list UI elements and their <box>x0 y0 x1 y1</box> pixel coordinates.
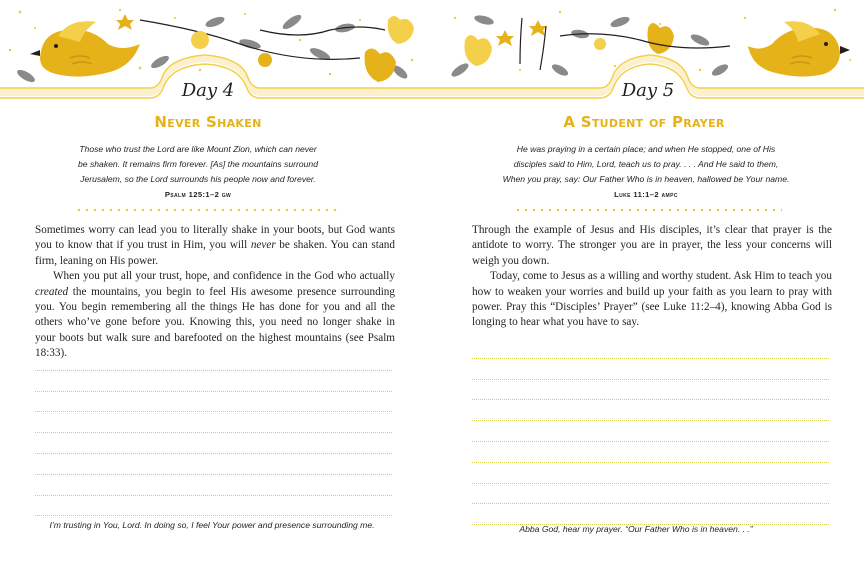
writing-line[interactable] <box>472 421 829 442</box>
text-run: Sometimes worry can lead you to literally shake in your boots, but God wants you to know that if you trust in Him, you will <box>35 224 395 252</box>
paragraph <box>35 269 395 361</box>
writing-line[interactable] <box>472 442 829 463</box>
day-label: Day 4 <box>181 80 235 101</box>
writing-line[interactable] <box>35 454 392 475</box>
writing-line[interactable] <box>35 433 392 454</box>
verse-line: He was praying in a certain place; and when He stopped, one of His <box>516 144 776 154</box>
closing-prayer: I’m trusting in You, Lord. In doing so, I feel Your power and presence surrounding me. <box>49 520 375 530</box>
verse-line: be shaken. It remains firm forever. [As] the mountains surround <box>78 159 318 169</box>
writing-line[interactable] <box>472 463 829 484</box>
text-run: be shaken. You can stand firm, leaning on His power. <box>35 239 395 267</box>
devotional-text <box>35 223 395 362</box>
right-page <box>432 0 864 576</box>
verse-line: Jerusalem, so the Lord surrounds his people now and forever. <box>80 174 316 184</box>
dotted-divider <box>75 208 337 212</box>
writing-line[interactable] <box>472 338 829 359</box>
writing-line[interactable] <box>35 412 392 433</box>
scripture-verse <box>0 142 414 202</box>
writing-line[interactable] <box>35 350 392 371</box>
paragraph: Through the example of Jesus and His disciples, it’s clear that prayer is the antidote to worry. The stronger you are in prayer, the less your concerns will weigh you down. <box>472 224 832 267</box>
writing-line[interactable] <box>35 392 392 413</box>
paragraph <box>35 223 395 269</box>
writing-line[interactable] <box>472 359 829 380</box>
writing-line[interactable] <box>35 475 392 496</box>
page-title: A Student of Prayer <box>563 113 725 131</box>
dotted-divider <box>514 208 782 212</box>
devotional-text <box>472 223 832 331</box>
page-title: Never Shaken <box>154 113 262 131</box>
writing-line[interactable] <box>472 504 829 525</box>
verse-line: disciples said to Him, Lord, teach us to pray. . . . And He said to them, <box>513 159 779 169</box>
journal-lines[interactable] <box>35 350 392 516</box>
verse-reference: Psalm 125:1–2 gw <box>164 190 232 199</box>
text-run: When you put all your trust, hope, and confidence in the God who actually <box>53 270 395 283</box>
verse-line: Those who trust the Lord are like Mount Zion, which can never <box>79 144 317 154</box>
scripture-verse <box>430 142 862 202</box>
writing-line[interactable] <box>35 496 392 517</box>
writing-line[interactable] <box>472 400 829 421</box>
emphasis: never <box>250 239 276 252</box>
emphasis: created <box>35 285 69 298</box>
text-run: the mountains, you begin to feel His awesome presence surrounding you. You begin remembering all the things He has done for you and all the others who’ve gone before you. Knowing this, you need no longer shake in your boots but walk sure and barefooted on the highest mountains (see Psalm 18:33). <box>35 285 395 360</box>
writing-line[interactable] <box>35 371 392 392</box>
paragraph: Today, come to Jesus as a willing and worthy student. Ask Him to teach you how to weaken your worries and build up your faith as you learn to pray with power. Pray this “Disciples’ Prayer” (see Luke 11:2–4), knowing Abba God is longing to hear what you have to say. <box>472 270 832 329</box>
closing-prayer: Abba God, hear my prayer. “Our Father Who is in heaven. . .” <box>519 524 753 534</box>
day-label: Day 5 <box>621 80 675 101</box>
writing-line[interactable] <box>472 380 829 401</box>
writing-line[interactable] <box>472 484 829 505</box>
verse-reference: Luke 11:1–2 ampc <box>614 190 678 199</box>
verse-line: When you pray, say: Our Father Who is in heaven, hallowed be Your name. <box>502 174 790 184</box>
journal-lines[interactable] <box>472 338 829 525</box>
